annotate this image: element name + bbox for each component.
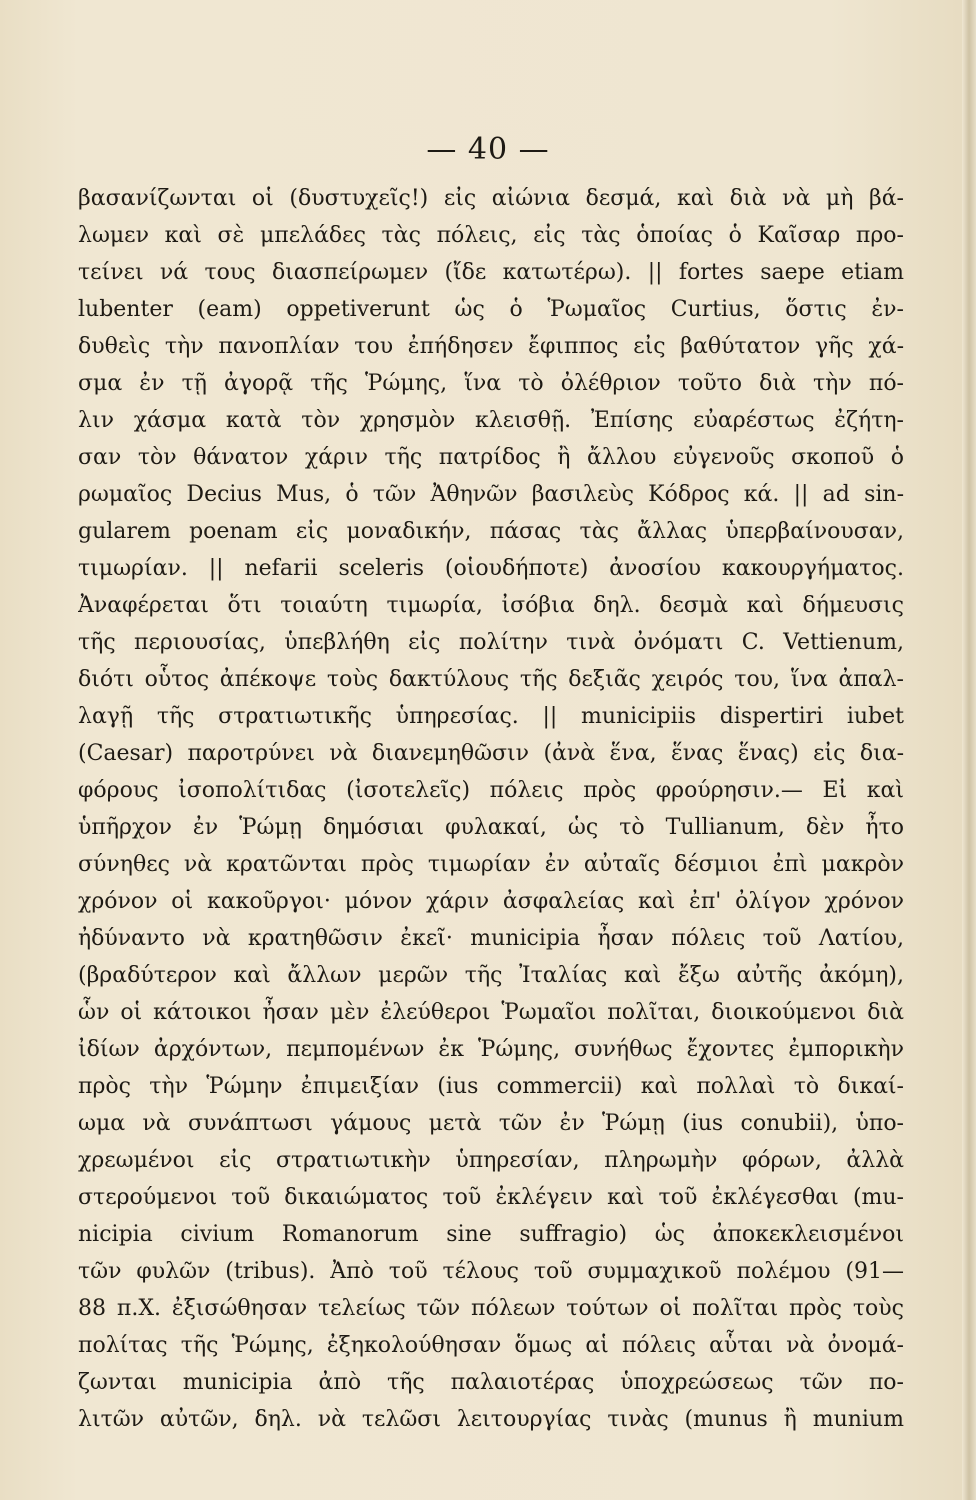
text-line: φόρους ἰσοπολίτιδας (ἰσοτελεῖς) πόλεις πρὸς φρούρησιν.— Εἰ καὶ [78, 778, 904, 803]
text-line: σύνηθες νὰ κρατῶνται πρὸς τιμωρίαν ἐν αὐταῖς δέσμιοι ἐπὶ μακρὸν [78, 852, 904, 877]
text-line: χρεωμένοι εἰς στρατιωτικὴν ὑπηρεσίαν, πληρωμὴν φόρων, ἀλλὰ [78, 1148, 904, 1173]
page-number: — 40 — [426, 132, 550, 167]
page-edge [962, 0, 976, 1500]
text-line: χρόνον οἱ κακοῦργοι· μόνον χάριν ἀσφαλείας καὶ ἐπ' ὀλίγον χρόνον [78, 889, 904, 914]
text-line: ὑπῆρχον ἐν Ῥώμῃ δημόσιαι φυλακαί, ὡς τὸ Tullianum, δὲν ἦτο [78, 815, 904, 840]
text-line: βασανίζωνται οἱ (δυστυχεῖς!) εἰς αἰώνια δεσμά, καὶ διὰ νὰ μὴ βά- [78, 186, 904, 211]
text-line: ἠδύναντο νὰ κρατηθῶσιν ἐκεῖ· municipia ἦσαν πόλεις τοῦ Λατίου, [78, 926, 904, 951]
text-line: λωμεν καὶ σὲ μπελάδες τὰς πόλεις, εἰς τὰς ὁποίας ὁ Καῖσαρ προ- [78, 223, 904, 248]
text-line: τῶν φυλῶν (tribus). Ἀπὸ τοῦ τέλους τοῦ συμμαχικοῦ πολέμου (91— [78, 1259, 904, 1284]
text-line: πρὸς τὴν Ῥώμην ἐπιμειξίαν (ius commercii) καὶ πολλαὶ τὸ δικαί- [78, 1074, 904, 1099]
body-text [78, 180, 904, 1438]
text-line: (βραδύτερον καὶ ἄλλων μερῶν τῆς Ἰταλίας καὶ ἔξω αὐτῆς ἀκόμη), [78, 963, 904, 988]
text-line: ρωμαῖος Decius Mus, ὁ τῶν Ἀθηνῶν βασιλεὺς Κόδρος κά. || ad sin- [78, 482, 904, 507]
text-line: λιν χάσμα κατὰ τὸν χρησμὸν κλεισθῇ. Ἐπίσης εὐαρέστως ἐζήτη- [78, 408, 904, 433]
text-line: ἰδίων ἀρχόντων, πεμπομένων ἐκ Ῥώμης, συνήθως ἔχοντες ἐμπορικὴν [78, 1037, 904, 1062]
text-line: τείνει νά τους διασπείρωμεν (ἴδε κατωτέρω). || fortes saepe etiam [78, 260, 904, 285]
text-line: ὧν οἱ κάτοικοι ἦσαν μὲν ἐλεύθεροι Ῥωμαῖοι πολῖται, διοικούμενοι διὰ [78, 1000, 904, 1025]
text-line: ζωνται municipia ἀπὸ τῆς παλαιοτέρας ὑποχρεώσεως τῶν πο- [78, 1370, 904, 1395]
text-line: στερούμενοι τοῦ δικαιώματος τοῦ ἐκλέγειν καὶ τοῦ ἐκλέγεσθαι (mu- [78, 1185, 904, 1210]
text-line: τῆς περιουσίας, ὑπεβλήθη εἰς πολίτην τινὰ ὀνόματι C. Vettienum, [78, 630, 904, 655]
text-line: σαν τὸν θάνατον χάριν τῆς πατρίδος ἢ ἄλλου εὐγενοῦς σκοποῦ ὁ [78, 445, 904, 470]
text-line: πολίτας τῆς Ῥώμης, ἐξηκολούθησαν ὅμως αἱ πόλεις αὗται νὰ ὀνομά- [78, 1333, 904, 1358]
text-line: 88 π.Χ. ἐξισώθησαν τελείως τῶν πόλεων τούτων οἱ πολῖται πρὸς τοὺς [78, 1296, 904, 1321]
text-line: nicipia civium Romanorum sine suffragio) ὡς ἀποκεκλεισμένοι [78, 1222, 904, 1247]
text-line: gularem poenam εἰς μοναδικήν, πάσας τὰς ἄλλας ὑπερβαίνουσαν, [78, 519, 904, 544]
text-line: τιμωρίαν. || nefarii sceleris (οἱουδήποτε) ἀνοσίου κακουργήματος. [78, 556, 904, 581]
text-line: lubenter (eam) oppetiverunt ὡς ὁ Ῥωμαῖος Curtius, ὅστις ἐν- [78, 297, 904, 322]
text-line: δυθεὶς τὴν πανοπλίαν του ἐπήδησεν ἔφιππος εἰς βαθύτατον γῆς χά- [78, 334, 904, 359]
text-line: Ἀναφέρεται ὅτι τοιαύτη τιμωρία, ἰσόβια δηλ. δεσμὰ καὶ δήμευσις [78, 593, 904, 618]
text-line: λιτῶν αὐτῶν, δηλ. νὰ τελῶσι λειτουργίας τινὰς (munus ἢ munium [78, 1407, 904, 1432]
text-line: λαγῇ τῆς στρατιωτικῆς ὑπηρεσίας. || municipiis dispertiri iubet [78, 704, 904, 729]
text-line: διότι οὗτος ἀπέκοψε τοὺς δακτύλους τῆς δεξιᾶς χειρός του, ἵνα ἀπαλ- [78, 667, 904, 692]
text-line: σμα ἐν τῇ ἀγορᾷ τῆς Ῥώμης, ἵνα τὸ ὀλέθριον τοῦτο διὰ τὴν πό- [78, 371, 904, 396]
text-line: (Caesar) παροτρύνει νὰ διανεμηθῶσιν (ἀνὰ ἕνα, ἕνας ἕνας) εἰς δια- [78, 741, 904, 766]
text-line: ωμα νὰ συνάπτωσι γάμους μετὰ τῶν ἐν Ῥώμῃ (ius conubii), ὑπο- [78, 1111, 904, 1136]
